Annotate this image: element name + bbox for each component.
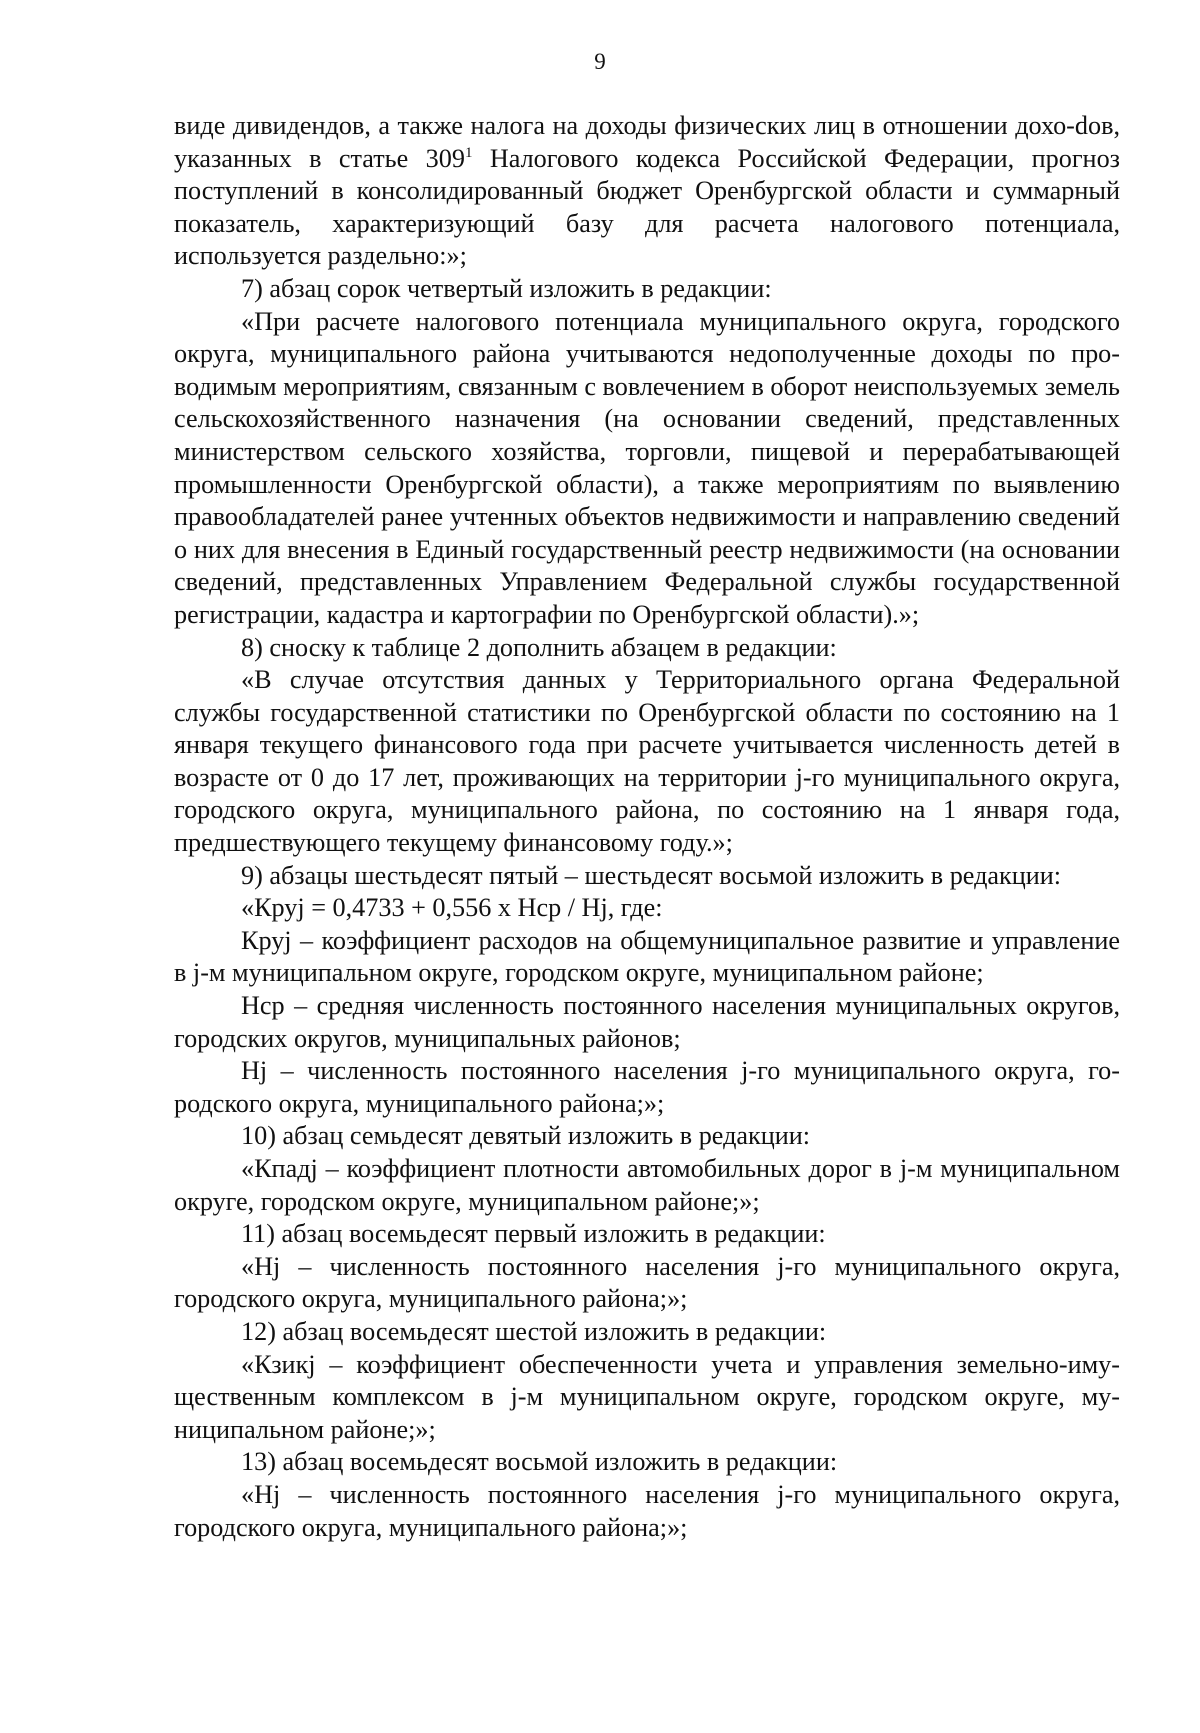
paragraph-1-continuation: Налогового кодекса Российской Федерации, прогноз поступлений в консолидированный бюджет Оренбургской области и суммарный показатель, характеризующий базу для расчета налогового потенциала, используется раздельно:»;: [174, 143, 1121, 271]
amendment-text-11: «Нj – численность постоянного населения j-го муниципального округа, городского округа, муниципального района;»;: [174, 1251, 1120, 1314]
amendment-item-11: 11) абзац восемьдесят первый изложить в редакции:: [241, 1219, 826, 1249]
formula-kru: «Круj = 0,4733 + 0,556 х Нср / Нj, где:: [241, 893, 663, 923]
amendment-item-7: 7) абзац сорок четвертый изложить в редакции:: [241, 273, 772, 303]
paragraph-1: [174, 110, 1120, 273]
definition-kru: Круj – коэффициент расходов на общемуниципальное развитие и управление в j-м муниципальном округе, городском округе, муниципальном районе;: [174, 925, 1120, 988]
amendment-text-8: «В случае отсутствия данных у Территориального органа Федеральной службы государственной статистики по Оренбургской области по состоянию на 1 января текущего финансового года при расчете учитывается численность детей в возрасте от 0 до 17 лет, проживающих на территории j-го муниципального округа, городского округа, муниципального района, по состоянию на 1 января года, предшествующего текущему финансовому году.»;: [174, 665, 1120, 858]
amendment-text-12: «Кзикj – коэффициент обеспеченности учета и управления земельно-имущественным комплексом в j-м муниципальном округе, городском округе, муниципальном районе;»;: [174, 1349, 1120, 1444]
amendment-item-12: 12) абзац восемьдесят шестой изложить в редакции:: [241, 1316, 827, 1346]
document-body: [174, 110, 1120, 1544]
amendment-item-10: 10) абзац семьдесят девятый изложить в редакции:: [241, 1121, 811, 1151]
paragraph-1-text: виде дивидендов, а также налога на доходы физических лиц в отношении дохо-dов, указанных в статье 309: [174, 111, 1120, 173]
footnote-superscript: 1: [464, 144, 473, 161]
amendment-text-7: «При расчете налогового потенциала муниципального округа, городского округа, муниципального района учитываются недополученные доходы по проводимым мероприятиям, связанным с вовлечением в оборот неиспользуемых земель сельскохозяйственного назначения (на основании сведений, представленных министерством сельского хозяйства, торговли, пищевой и перерабатывающей промышленности Оренбургской области), а также мероприятиям по выявлению правообладателей ранее учтенных объектов недвижимости и направлению сведений о них для внесения в Единый государственный реестр недвижимости (на основании сведений, представленных Управлением Федеральной службы государственной регистрации, кадастра и картографии по Оренбургской области).»;: [174, 306, 1120, 629]
amendment-text-10: «Кпадj – коэффициент плотности автомобильных дорог в j-м муниципальном округе, городском округе, муниципальном районе;»;: [174, 1154, 1120, 1216]
amendment-item-9: 9) абзацы шестьдесят пятый – шестьдесят восьмой изложить в редакции:: [241, 860, 1062, 890]
amendment-item-8: 8) сноску к таблице 2 дополнить абзацем в редакции:: [241, 632, 837, 662]
definition-nj: Нj – численность постоянного населения j-го муниципального округа, городского округа, муниципального района;»;: [174, 1056, 1120, 1118]
definition-nsr: Нср – средняя численность постоянного населения муниципальных округов, городских округов, муниципальных районов;: [174, 991, 1120, 1053]
amendment-text-13: «Нj – численность постоянного населения j-го муниципального округа, городского округа, муниципального района;»;: [174, 1479, 1120, 1542]
page-number: 9: [594, 49, 606, 74]
amendment-item-13: 13) абзац восемьдесят восьмой изложить в редакции:: [241, 1447, 838, 1477]
